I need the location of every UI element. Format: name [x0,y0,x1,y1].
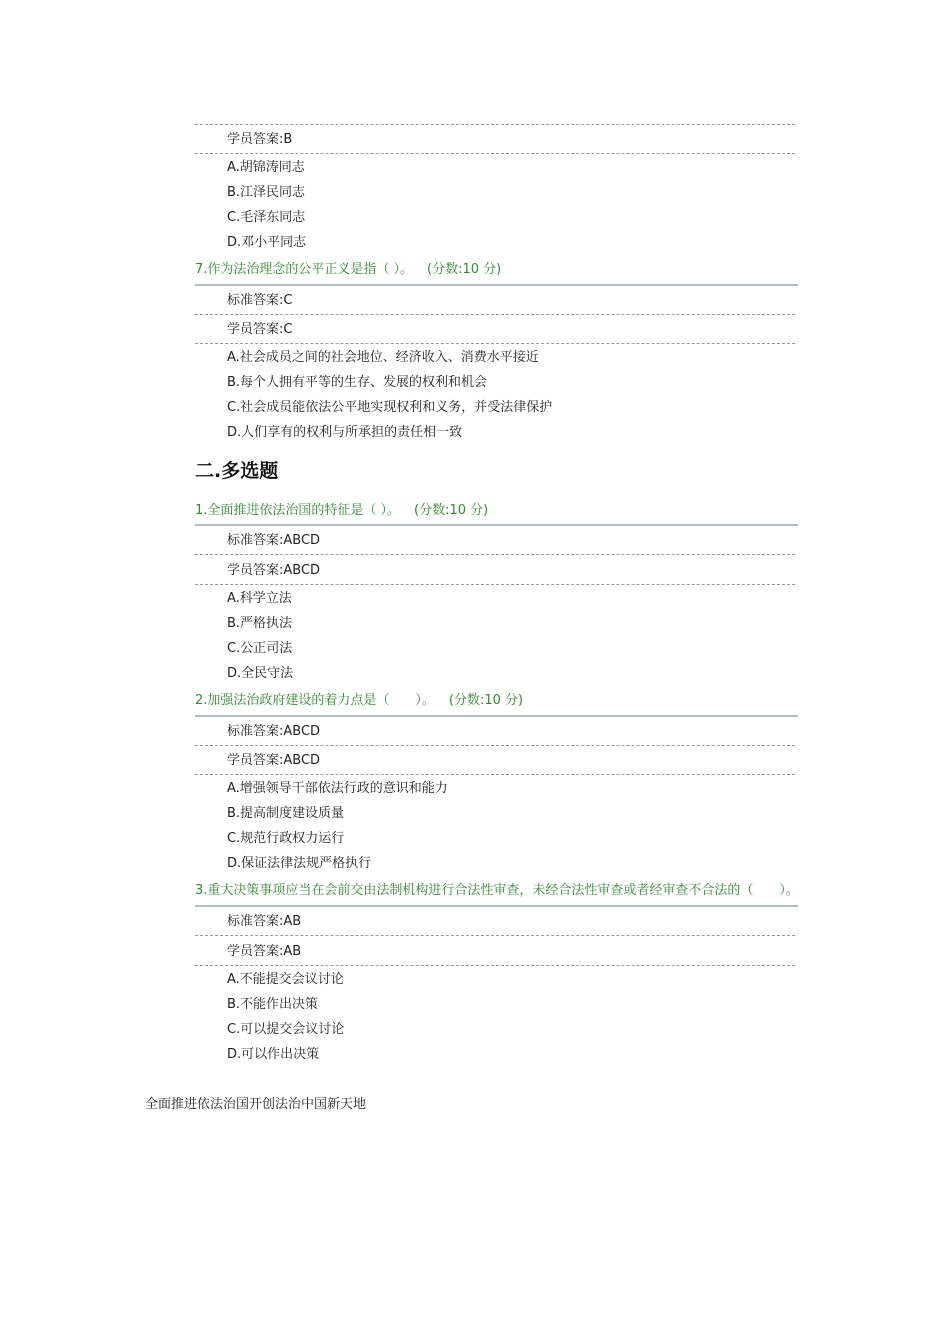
option-b: B.江泽民同志 [227,185,306,200]
option-a: A.不能提交会议讨论 [227,972,344,987]
question-score: (分数:10 分) [414,503,489,518]
option-c: C.规范行政权力运行 [227,831,345,846]
option-c: C.毛泽东同志 [227,210,306,225]
standard-answer: 标准答案:ABCD [227,724,321,739]
answer-divider [195,343,795,344]
answer-divider [195,774,795,775]
option-d: D.保证法律法规严格执行 [227,856,372,871]
option-a: A.社会成员之间的社会地位、经济收入、消费水平接近 [227,350,539,365]
question-divider [195,284,798,286]
option-b: B.严格执法 [227,616,293,631]
question-m2 [195,693,523,709]
question-score: (分数:10 分) [427,262,502,277]
standard-answer: 标准答案:ABCD [227,533,321,548]
option-b: B.每个人拥有平等的生存、发展的权利和机会 [227,375,488,390]
footer-text: 全面推进依法治国开创法治中国新天地 [145,1097,367,1112]
question-text: 7.作为法治理念的公平正义是指（ ）。 [195,262,414,277]
option-d: D.可以作出决策 [227,1047,320,1062]
option-b: B.提高制度建设质量 [227,806,345,821]
section-heading: 二.多选题 [195,460,279,482]
option-c: C.公正司法 [227,641,293,656]
student-answer: 学员答案:C [227,322,293,337]
question-m1 [195,503,488,519]
question-divider [195,524,798,526]
question-text: 3.重大决策事项应当在会前交由法制机构进行合法性审查，未经合法性审查或者经审查不合法的（ ）。 [195,883,799,898]
question-divider [195,715,798,717]
answer-divider [195,935,795,936]
option-a: A.增强领导干部依法行政的意识和能力 [227,781,448,796]
student-answer: 学员答案:AB [227,944,302,959]
answer-divider [195,584,795,585]
option-c: C.社会成员能依法公平地实现权利和义务，并受法律保护 [227,400,553,415]
standard-answer: 标准答案:C [227,293,293,308]
question-score: (分数:10 分) [448,693,524,708]
student-answer: 学员答案:ABCD [227,563,321,578]
question-text: 1.全面推进依法治国的特征是（ ）。 [195,503,401,518]
option-d: D.人们享有的权利与所承担的责任相一致 [227,425,463,440]
question-divider [195,905,798,907]
answer-divider [195,153,795,154]
answer-divider [195,124,795,125]
option-d: D.全民守法 [227,666,294,681]
option-d: D.邓小平同志 [227,235,307,250]
standard-answer: 标准答案:AB [227,914,302,929]
answer-divider [195,314,795,315]
answer-divider [195,745,795,746]
option-c: C.可以提交会议讨论 [227,1022,345,1037]
answer-divider [195,965,795,966]
question-7 [195,262,501,278]
option-a: A.胡锦涛同志 [227,160,305,175]
question-text: 2.加强法治政府建设的着力点是（ ）。 [195,693,435,708]
question-m3 [195,883,799,899]
answer-divider [195,554,795,555]
student-answer: 学员答案:B [227,132,293,147]
student-answer: 学员答案:ABCD [227,753,321,768]
option-a: A.科学立法 [227,591,292,606]
option-b: B.不能作出决策 [227,997,319,1012]
